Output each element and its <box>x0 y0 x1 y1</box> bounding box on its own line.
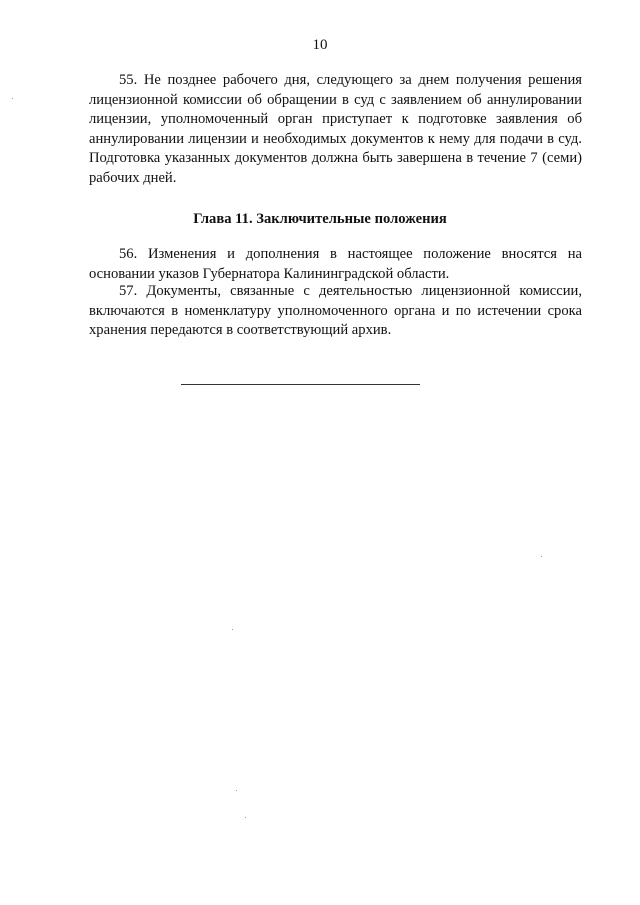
scan-speck <box>541 556 542 557</box>
page-number: 10 <box>312 37 328 53</box>
end-of-document-line <box>181 384 420 385</box>
scan-speck <box>12 98 13 99</box>
scan-speck <box>236 790 237 791</box>
chapter-heading: Глава 11. Заключительные положения <box>193 211 447 227</box>
scan-speck <box>245 817 246 818</box>
paragraph-56: 56. Изменения и дополнения в настоящее положение вносятся на основании указов Губернатора Калининградской области. <box>89 246 582 282</box>
paragraph-57: 57. Документы, связанные с деятельностью лицензионной комиссии, включаются в номенклатуру уполномоченного органа и по истечении срока хранения передаются в соответствующий архив. <box>89 283 582 339</box>
scan-speck <box>232 629 233 630</box>
paragraph-55: 55. Не позднее рабочего дня, следующего за днем получения решения лицензионной комиссии об обращении в суд с заявлением об аннулировании лицензии, уполномоченный орган приступает к подготовке заявления об аннулировании лицензии и необходимых документов к нему для подачи в суд. Подготовка указанных документов должна быть завершена в течение 7 (семи) рабочих дней. <box>89 72 582 186</box>
